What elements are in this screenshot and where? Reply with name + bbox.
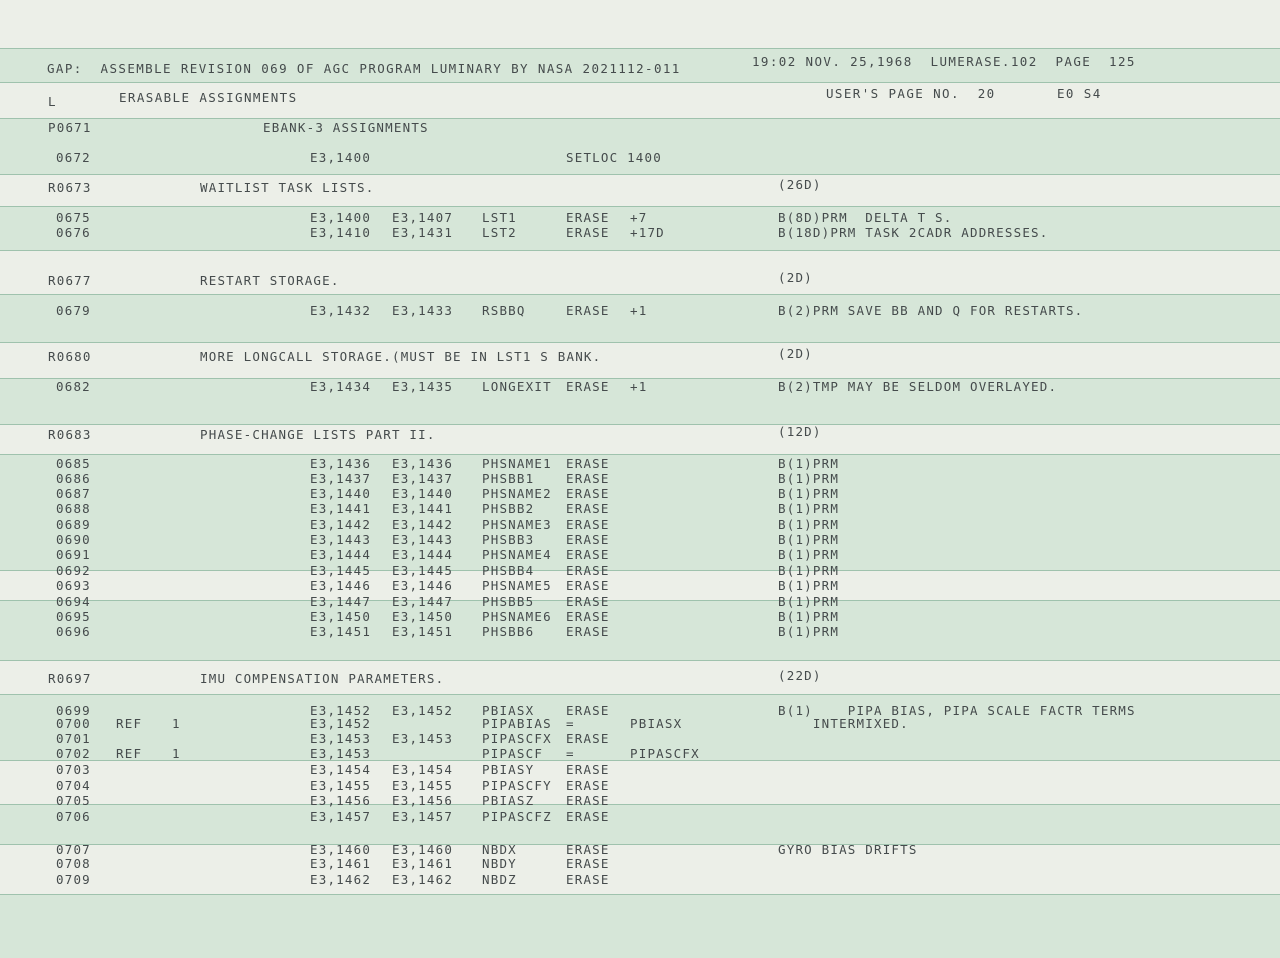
- paper-band: [0, 660, 1280, 694]
- address-start: E3,1454: [310, 762, 372, 777]
- line-number: R0677: [48, 273, 92, 288]
- address-start: E3,1452: [310, 703, 372, 718]
- address-end: E3,1431: [392, 225, 454, 240]
- symbol-label: PHSBB6: [482, 624, 535, 639]
- line-number: 0705: [56, 793, 91, 808]
- bank-title: EBANK-3 ASSIGNMENTS: [263, 120, 429, 135]
- comment: B(1)PRM: [778, 532, 840, 547]
- paper-band: [0, 174, 1280, 206]
- paper-rule: [0, 600, 1280, 601]
- address-end: E3,1452: [392, 703, 454, 718]
- line-number: 0676: [56, 225, 91, 240]
- line-number: 0687: [56, 486, 91, 501]
- address-start: E3,1446: [310, 578, 372, 593]
- symbol-label: LST2: [482, 225, 517, 240]
- line-number: 0700: [56, 716, 91, 731]
- address-end: E3,1457: [392, 809, 454, 824]
- address-end: E3,1456: [392, 793, 454, 808]
- opcode: SETLOC 1400: [566, 150, 662, 165]
- symbol-label: PHSNAME5: [482, 578, 552, 593]
- paper-rule: [0, 454, 1280, 455]
- comment: B(1)PRM: [778, 517, 840, 532]
- line-number: 0699: [56, 703, 91, 718]
- line-number: 0692: [56, 563, 91, 578]
- address-start: E3,1410: [310, 225, 372, 240]
- symbol-label: PBIASY: [482, 762, 535, 777]
- comment: B(1)PRM: [778, 563, 840, 578]
- opcode: =: [566, 746, 575, 761]
- address-start: E3,1453: [310, 746, 372, 761]
- paper-rule: [0, 48, 1280, 49]
- symbol-label: PHSBB1: [482, 471, 535, 486]
- address-start: E3,1461: [310, 856, 372, 871]
- address-end: E3,1450: [392, 609, 454, 624]
- comment: B(1) PIPA BIAS, PIPA SCALE FACTR TERMS: [778, 703, 1136, 718]
- address-start: E3,1447: [310, 594, 372, 609]
- comment: B(1)PRM: [778, 609, 840, 624]
- paper-band: [0, 0, 1280, 48]
- address-start: E3,1455: [310, 778, 372, 793]
- line-number: 0688: [56, 501, 91, 516]
- symbol-label: PHSBB3: [482, 532, 535, 547]
- opcode: ERASE: [566, 471, 610, 486]
- opcode: ERASE: [566, 517, 610, 532]
- paper-rule: [0, 660, 1280, 661]
- paper-rule: [0, 118, 1280, 119]
- opcode: ERASE: [566, 532, 610, 547]
- symbol-label: NBDZ: [482, 872, 517, 887]
- opcode: ERASE: [566, 703, 610, 718]
- comment: B(1)PRM: [778, 594, 840, 609]
- symbol-label: PHSNAME3: [482, 517, 552, 532]
- line-number: 0694: [56, 594, 91, 609]
- comment: B(1)PRM: [778, 578, 840, 593]
- address-start: E3,1441: [310, 501, 372, 516]
- line-number: 0672: [56, 150, 91, 165]
- paper-band: [0, 570, 1280, 600]
- address-end: E3,1435: [392, 379, 454, 394]
- comment: (12D): [778, 424, 822, 439]
- paper-band: [0, 294, 1280, 342]
- comment: (22D): [778, 668, 822, 683]
- line-number: R0697: [48, 671, 92, 686]
- address-end: E3,1447: [392, 594, 454, 609]
- paper-rule: [0, 294, 1280, 295]
- address-end: E3,1453: [392, 731, 454, 746]
- paper-rule: [0, 174, 1280, 175]
- line-number: 0689: [56, 517, 91, 532]
- comment: B(1)PRM: [778, 624, 840, 639]
- symbol-label: PBIASX: [482, 703, 535, 718]
- paper-rule: [0, 342, 1280, 343]
- opcode: ERASE: [566, 486, 610, 501]
- line-number: 0702: [56, 746, 91, 761]
- line-number: R0683: [48, 427, 92, 442]
- opcode: ERASE: [566, 456, 610, 471]
- symbol-label: PIPASCFZ: [482, 809, 552, 824]
- comment: B(2)TMP MAY BE SELDOM OVERLAYED.: [778, 379, 1058, 394]
- operand: +17D: [630, 225, 665, 240]
- symbol-label: PIPABIAS: [482, 716, 552, 731]
- symbol-label: PHSBB4: [482, 563, 535, 578]
- address-start: E3,1432: [310, 303, 372, 318]
- paper-band: [0, 760, 1280, 804]
- symbol-label: PIPASCFX: [482, 731, 552, 746]
- symbol-label: PHSNAME4: [482, 547, 552, 562]
- symbol-label: NBDY: [482, 856, 517, 871]
- opcode: ERASE: [566, 842, 610, 857]
- address-end: E3,1441: [392, 501, 454, 516]
- address-start: E3,1400: [310, 150, 372, 165]
- equate-target: PBIASX: [630, 716, 683, 731]
- symbol-label: PIPASCFY: [482, 778, 552, 793]
- address-end: E3,1440: [392, 486, 454, 501]
- address-start: E3,1462: [310, 872, 372, 887]
- address-start: E3,1400: [310, 210, 372, 225]
- paper-band: [0, 804, 1280, 844]
- line-number: 0690: [56, 532, 91, 547]
- paper-rule: [0, 804, 1280, 805]
- line-number: R0680: [48, 349, 92, 364]
- line-number: 0707: [56, 842, 91, 857]
- paper-rule: [0, 694, 1280, 695]
- header-section-title: ERASABLE ASSIGNMENTS: [119, 90, 298, 105]
- paper-band: [0, 600, 1280, 660]
- address-start: E3,1450: [310, 609, 372, 624]
- paper-rule: [0, 894, 1280, 895]
- operand: +7: [630, 210, 648, 225]
- comment: B(8D)PRM DELTA T S.: [778, 210, 953, 225]
- opcode: ERASE: [566, 762, 610, 777]
- paper-rule: [0, 82, 1280, 83]
- address-end: E3,1454: [392, 762, 454, 777]
- line-number: 0691: [56, 547, 91, 562]
- comment: (2D): [778, 270, 813, 285]
- section-title: RESTART STORAGE.: [200, 273, 340, 288]
- symbol-label: LONGEXIT: [482, 379, 552, 394]
- comment: B(1)PRM: [778, 456, 840, 471]
- opcode: ERASE: [566, 594, 610, 609]
- opcode: ERASE: [566, 379, 610, 394]
- line-number: 0709: [56, 872, 91, 887]
- address-start: E3,1453: [310, 731, 372, 746]
- paper-band: [0, 424, 1280, 454]
- paper-band: [0, 844, 1280, 894]
- symbol-label: PHSBB2: [482, 501, 535, 516]
- address-end: E3,1455: [392, 778, 454, 793]
- address-end: E3,1461: [392, 856, 454, 871]
- header-users-page: USER'S PAGE NO. 20: [826, 86, 996, 101]
- line-number: 0686: [56, 471, 91, 486]
- address-end: E3,1460: [392, 842, 454, 857]
- line-number: 0695: [56, 609, 91, 624]
- opcode: ERASE: [566, 731, 610, 746]
- address-start: E3,1444: [310, 547, 372, 562]
- paper-rule: [0, 250, 1280, 251]
- header-program-line: GAP: ASSEMBLE REVISION 069 OF AGC PROGRAM LUMINARY BY NASA 2021112-011: [47, 61, 681, 76]
- address-end: E3,1451: [392, 624, 454, 639]
- line-number: 0685: [56, 456, 91, 471]
- address-end: E3,1442: [392, 517, 454, 532]
- comment: GYRO BIAS DRIFTS: [778, 842, 918, 857]
- comment: B(1)PRM: [778, 501, 840, 516]
- opcode: ERASE: [566, 809, 610, 824]
- symbol-label: LST1: [482, 210, 517, 225]
- line-number: 0679: [56, 303, 91, 318]
- address-start: E3,1456: [310, 793, 372, 808]
- address-end: E3,1462: [392, 872, 454, 887]
- equate-target: PIPASCFX: [630, 746, 700, 761]
- comment: B(18D)PRM TASK 2CADR ADDRESSES.: [778, 225, 1049, 240]
- paper-band: [0, 250, 1280, 294]
- ref-marker: REF: [116, 746, 143, 761]
- comment: (26D): [778, 177, 822, 192]
- opcode: ERASE: [566, 872, 610, 887]
- ref-count: 1: [172, 716, 181, 731]
- address-start: E3,1445: [310, 563, 372, 578]
- opcode: ERASE: [566, 624, 610, 639]
- symbol-label: PHSNAME6: [482, 609, 552, 624]
- header-date-page: 19:02 NOV. 25,1968 LUMERASE.102 PAGE 125: [752, 54, 1136, 69]
- symbol-label: PBIASZ: [482, 793, 535, 808]
- paper-band: [0, 894, 1280, 958]
- address-start: E3,1457: [310, 809, 372, 824]
- address-end: E3,1443: [392, 532, 454, 547]
- paper-band: [0, 342, 1280, 378]
- line-number: 0701: [56, 731, 91, 746]
- address-end: E3,1446: [392, 578, 454, 593]
- header-l-marker: L: [48, 94, 57, 109]
- line-number: 0675: [56, 210, 91, 225]
- paper-rule: [0, 844, 1280, 845]
- address-end: E3,1433: [392, 303, 454, 318]
- paper-rule: [0, 206, 1280, 207]
- section-title: IMU COMPENSATION PARAMETERS.: [200, 671, 445, 686]
- comment: (2D): [778, 346, 813, 361]
- paper-band: [0, 454, 1280, 570]
- header-code: E0 S4: [1057, 86, 1102, 101]
- address-start: E3,1436: [310, 456, 372, 471]
- comment: INTERMIXED.: [778, 716, 909, 731]
- opcode: ERASE: [566, 210, 610, 225]
- opcode: ERASE: [566, 856, 610, 871]
- opcode: ERASE: [566, 225, 610, 240]
- comment: B(1)PRM: [778, 471, 840, 486]
- address-start: E3,1460: [310, 842, 372, 857]
- line-number: 0682: [56, 379, 91, 394]
- address-end: E3,1407: [392, 210, 454, 225]
- address-end: E3,1444: [392, 547, 454, 562]
- section-title: WAITLIST TASK LISTS.: [200, 180, 375, 195]
- paper-band: [0, 118, 1280, 174]
- symbol-label: PHSNAME1: [482, 456, 552, 471]
- symbol-label: PHSBB5: [482, 594, 535, 609]
- section-title: MORE LONGCALL STORAGE.(MUST BE IN LST1 S BANK.: [200, 349, 602, 364]
- line-number: 0693: [56, 578, 91, 593]
- address-start: E3,1442: [310, 517, 372, 532]
- section-title: PHASE-CHANGE LISTS PART II.: [200, 427, 436, 442]
- symbol-label: PHSNAME2: [482, 486, 552, 501]
- address-end: E3,1445: [392, 563, 454, 578]
- address-start: E3,1452: [310, 716, 372, 731]
- comment: B(1)PRM: [778, 486, 840, 501]
- line-number: P0671: [48, 120, 92, 135]
- symbol-label: RSBBQ: [482, 303, 526, 318]
- comment: B(2)PRM SAVE BB AND Q FOR RESTARTS.: [778, 303, 1084, 318]
- operand: +1: [630, 303, 648, 318]
- address-end: E3,1437: [392, 471, 454, 486]
- symbol-label: PIPASCF: [482, 746, 544, 761]
- opcode: ERASE: [566, 501, 610, 516]
- ref-count: 1: [172, 746, 181, 761]
- opcode: =: [566, 716, 575, 731]
- address-start: E3,1451: [310, 624, 372, 639]
- symbol-label: NBDX: [482, 842, 517, 857]
- opcode: ERASE: [566, 778, 610, 793]
- opcode: ERASE: [566, 609, 610, 624]
- address-start: E3,1440: [310, 486, 372, 501]
- opcode: ERASE: [566, 563, 610, 578]
- address-start: E3,1434: [310, 379, 372, 394]
- paper-rule: [0, 424, 1280, 425]
- line-number: 0696: [56, 624, 91, 639]
- line-number: 0708: [56, 856, 91, 871]
- line-number: 0703: [56, 762, 91, 777]
- opcode: ERASE: [566, 793, 610, 808]
- address-start: E3,1437: [310, 471, 372, 486]
- line-number: 0706: [56, 809, 91, 824]
- opcode: ERASE: [566, 303, 610, 318]
- address-end: E3,1436: [392, 456, 454, 471]
- operand: +1: [630, 379, 648, 394]
- address-start: E3,1443: [310, 532, 372, 547]
- line-number: 0704: [56, 778, 91, 793]
- comment: B(1)PRM: [778, 547, 840, 562]
- paper-rule: [0, 570, 1280, 571]
- line-number: R0673: [48, 180, 92, 195]
- ref-marker: REF: [116, 716, 143, 731]
- opcode: ERASE: [566, 578, 610, 593]
- opcode: ERASE: [566, 547, 610, 562]
